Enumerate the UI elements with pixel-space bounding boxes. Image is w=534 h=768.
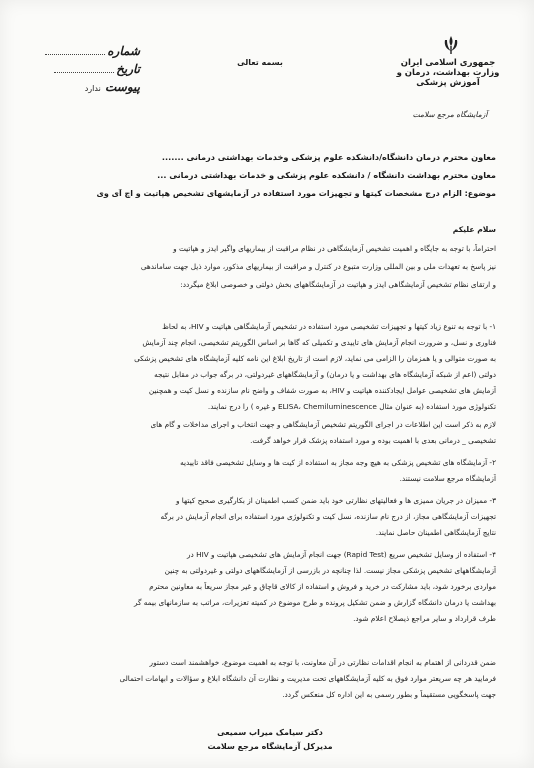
item3-line: نتایج آزمایشگاهی اطمینان حاصل نمایند. xyxy=(375,528,496,537)
item1-line: دولتی (اعم از شبکه آزمایشگاه های بهداشت و یا درمان) و آزمایشگاههای غیردولتی، در برگه جواب در مقابل نتیجه xyxy=(154,370,496,379)
item4-line: آزمایشگاههای تشخیص پزشکی مجاز نیست. لذا چنانچه در بازرسی از آزمایشگاههای دولتی و غیردولتی به چنین xyxy=(164,566,496,575)
intro-line: احتراماً، با توجه به جایگاه و اهمیت تشخیص آزمایشگاهی در نظام مراقبت از بیماریهای واگیر ایدز و هپاتیت و xyxy=(173,244,496,253)
item1-line: فناوری و نسل، و ضرورت انجام آزمایش های تاییدی و تکمیلی که گاها بر اساس الگوریتم تشخیصی، انجام چند آزمایش xyxy=(142,338,496,347)
item4-line: ۴- استفاده از وسایل تشخیص سریع (Rapid Test) جهت انجام آزمایش های تشخیصی هپاتیت و HIV در xyxy=(187,550,496,559)
item1-line: ۱- با توجه به تنوع زیاد کیتها و تجهیزات تشخیصی مورد استفاده در تشخیص آزمایشگاهی هپاتیت و HIV، به لحاظ xyxy=(162,322,496,331)
item1-line: تکنولوژی مورد استفاده (به عنوان مثال ELISA، Chemiluminescence و غیره ) را درج نمایند. xyxy=(207,402,496,411)
number-label: شماره xyxy=(107,44,140,58)
item4-line: طرف قرارداد و سایر مراجع ذیصلاح اعلام شود. xyxy=(353,614,496,623)
item2-line: آزمایشگاه مرجع سلامت نیستند. xyxy=(399,474,496,483)
closing-line: جهت پاسخگویی مستقیماً و بطور رسمی به این اداره کل منعکس گردد. xyxy=(282,690,496,699)
letter-date xyxy=(30,62,140,76)
item4-line: بهداشت یا درمان دانشگاه گزارش و ضمن تشکیل پرونده و طرح موضوع در کمیته تعزیرات، مراتب به سازمانهای بیمه گر xyxy=(133,598,496,607)
letter-attachment xyxy=(30,80,140,96)
item1-line: لازم به ذکر است این اطلاعات در اجرای الگوریتم تشخیص آزمایشگاهی و جهت انتخاب و اجرای مداخلات و گام های xyxy=(150,420,496,429)
ministry-line2: وزارت بهداشت، درمان و آموزش پزشکی xyxy=(396,68,500,88)
letter-number xyxy=(30,44,140,58)
basmala: بسمه تعالی xyxy=(237,58,283,67)
item3-line: تجهیزات آزمایشگاهی مجاز، از درج نام سازنده، نسل کیت و تکنولوژی مورد استفاده برای انجام آزمایش در برگه xyxy=(160,512,496,521)
item4-line: مواردی برخورد شود، باید مشارکت در خرید و فروش و استفاده از کالای قاچاق و غیر مجاز سریعاً به معاونین محترم xyxy=(149,582,496,591)
date-label: تاریخ xyxy=(116,62,140,76)
signatory-title: مدیرکل آزمایشگاه مرجع سلامت xyxy=(207,742,333,751)
ministry-subtitle: آزمایشگاه مرجع سلامت xyxy=(412,110,488,119)
recipient-line: معاون محترم درمان دانشگاه/دانشکده علوم پزشکی وخدمات بهداشتی درمانی ....... xyxy=(161,152,496,162)
attachment-label: پیوست xyxy=(105,80,140,94)
iran-emblem-icon xyxy=(440,34,462,56)
intro-line: و ارتقای نظام تشخیص آزمایشگاهی ایدز و هپاتیت در آزمایشگاههای بخش دولتی و خصوصی ابلاغ میگردد: xyxy=(180,280,496,289)
item1-line: آزمایش های تشخیصی عوامل ایجادکننده هپاتیت و HIV، به صورت شفاف و واضح نام سازنده و نسل کیت و همچنین xyxy=(148,386,496,395)
closing-line: فرمایید هر چه سریعتر موارد فوق به کلیه آزمایشگاههای تحت مدیریت و نظارت آن دانشگاه ابلاغ و سؤالات و ابهامات احتمالی xyxy=(119,674,496,683)
subject-line: موضوع: الزام درج مشخصات کیتها و تجهیزات مورد استفاده در آزمایشهای تشخیص هپاتیت و اچ آی وی xyxy=(96,189,496,198)
greeting: سلام علیکم xyxy=(452,225,496,234)
item2-line: ۲- آزمایشگاه های تشخیص پزشکی به هیچ وجه مجاز به استفاده از کیت ها و وسایل تشخیصی فاقد تاییدیه xyxy=(180,458,496,467)
item3-line: ۳- ممیزان در جریان ممیزی ها و فعالیتهای نظارتی خود باید ضمن کسب اطمینان از بکارگیری صحیح کیتها و xyxy=(175,496,496,505)
recipient-line: معاون محترم بهداشت دانشگاه / دانشکده علوم پزشکی و خدمات بهداشتی درمانی ... xyxy=(157,170,496,180)
closing-line: ضمن قدردانی از اهتمام به انجام اقدامات نظارتی در آن معاونت، با توجه به اهمیت موضوع، خواهشمند است دستور xyxy=(149,658,496,667)
intro-line: نیز پاسخ به تعهدات ملی و بین المللی وزارت متبوع در کنترل و مراقبت از بیماریهای مذکور، موارد ذیل جهت ساماندهی xyxy=(140,262,496,271)
ministry-line1: جمهوری اسلامی ایران xyxy=(400,58,496,68)
attachment-value: ندارد xyxy=(84,84,101,93)
item1-line: به صورت متوالی و یا همزمان را الزامی می نماید، لازم است از تاریخ ابلاغ این نامه کلیه آزمایشگاه های تشخیص پزشکی xyxy=(134,354,496,363)
item1-line: تشخیصی _ درمانی بعدی با اهمیت بوده و مورد استفاده پزشک قرار خواهد گرفت. xyxy=(250,436,496,445)
signatory-name: دکتر سیامک میراب سمیعی xyxy=(217,728,323,737)
ministry-name xyxy=(388,58,508,88)
